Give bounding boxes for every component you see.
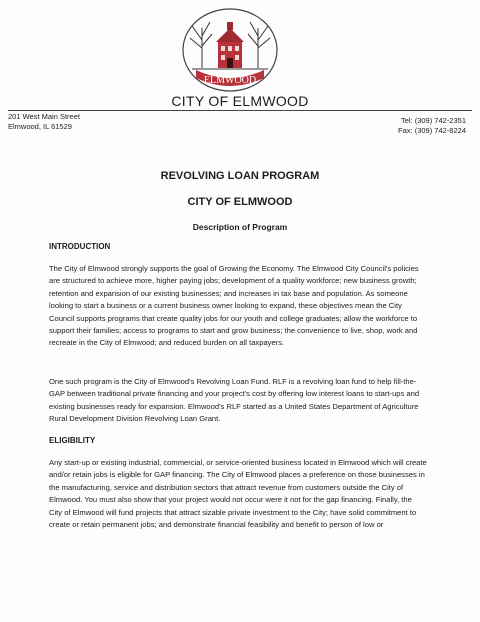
introduction-paragraph: The City of Elmwood strongly supports the goal of Growing the Economy. The Elmwood City Council's policies are structured to achieve more, higher paying jobs; development of a quality workforce; new business growth; retention and expansion of our existing businesses; and increases in tax base and population. As someone looking to start a business or a current business owner looking to expand, these objectives mean the City Council supports programs that create quality jobs for our youth and college graduates; allow the workforce to support their families; access to programs to start and grow business; the convenience to live, shop, work and recreate in the City of Elmwood; and reduced burden on all taxpayers. [49, 264, 419, 348]
telephone: Tel: (309) 742-2351 [400, 116, 466, 125]
contact-info [398, 116, 466, 136]
document-description-heading: Description of Program [192, 222, 288, 232]
letterhead-city-name: CITY OF ELMWOOD [171, 93, 309, 109]
address-line: 201 West Main Street [8, 112, 80, 121]
document-title: REVOLVING LOAN PROGRAM [160, 170, 320, 182]
logo-banner-text: ELMWOOD [203, 75, 257, 86]
city-seal-logo [180, 6, 280, 94]
mailing-address [8, 112, 80, 132]
section-heading-introduction: INTRODUCTION [49, 242, 111, 251]
address-line: Elmwood, IL 61529 [8, 122, 72, 131]
letterhead-divider [8, 110, 472, 111]
fax: Fax: (309) 742-8224 [398, 126, 466, 135]
document-subtitle: CITY OF ELMWOOD [187, 196, 293, 208]
eligibility-paragraph: Any start-up or existing industrial, commercial, or service-oriented business located in Elmwood which will create and/or retain jobs is eligible for GAP financing. The City of Elmwood places a preference on those businesses in the manufacturing, service and distribution sectors that attract revenue from customers outside the City of Elmwood. You must also show that your project would not occur were it not for the gap financing. Finally, the City of Elmwood will fund projects that attract sizable private investment to the City; have solid commitment to create or retain permanent jobs; and demonstrate financial feasibility and benefit to person of low or [49, 458, 427, 530]
section-heading-eligibility: ELIGIBILITY [49, 436, 96, 445]
rlf-paragraph: One such program is the City of Elmwood's Revolving Loan Fund. RLF is a revolving loan fund to help fill-the-GAP between traditional private financing and your project's cost by offering low interest loans to start-ups and existing businesses ready for expansion. Elmwood's RLF started as a United States Department of Agriculture Rural Development Division Revolving Loan Grant. [49, 377, 420, 424]
